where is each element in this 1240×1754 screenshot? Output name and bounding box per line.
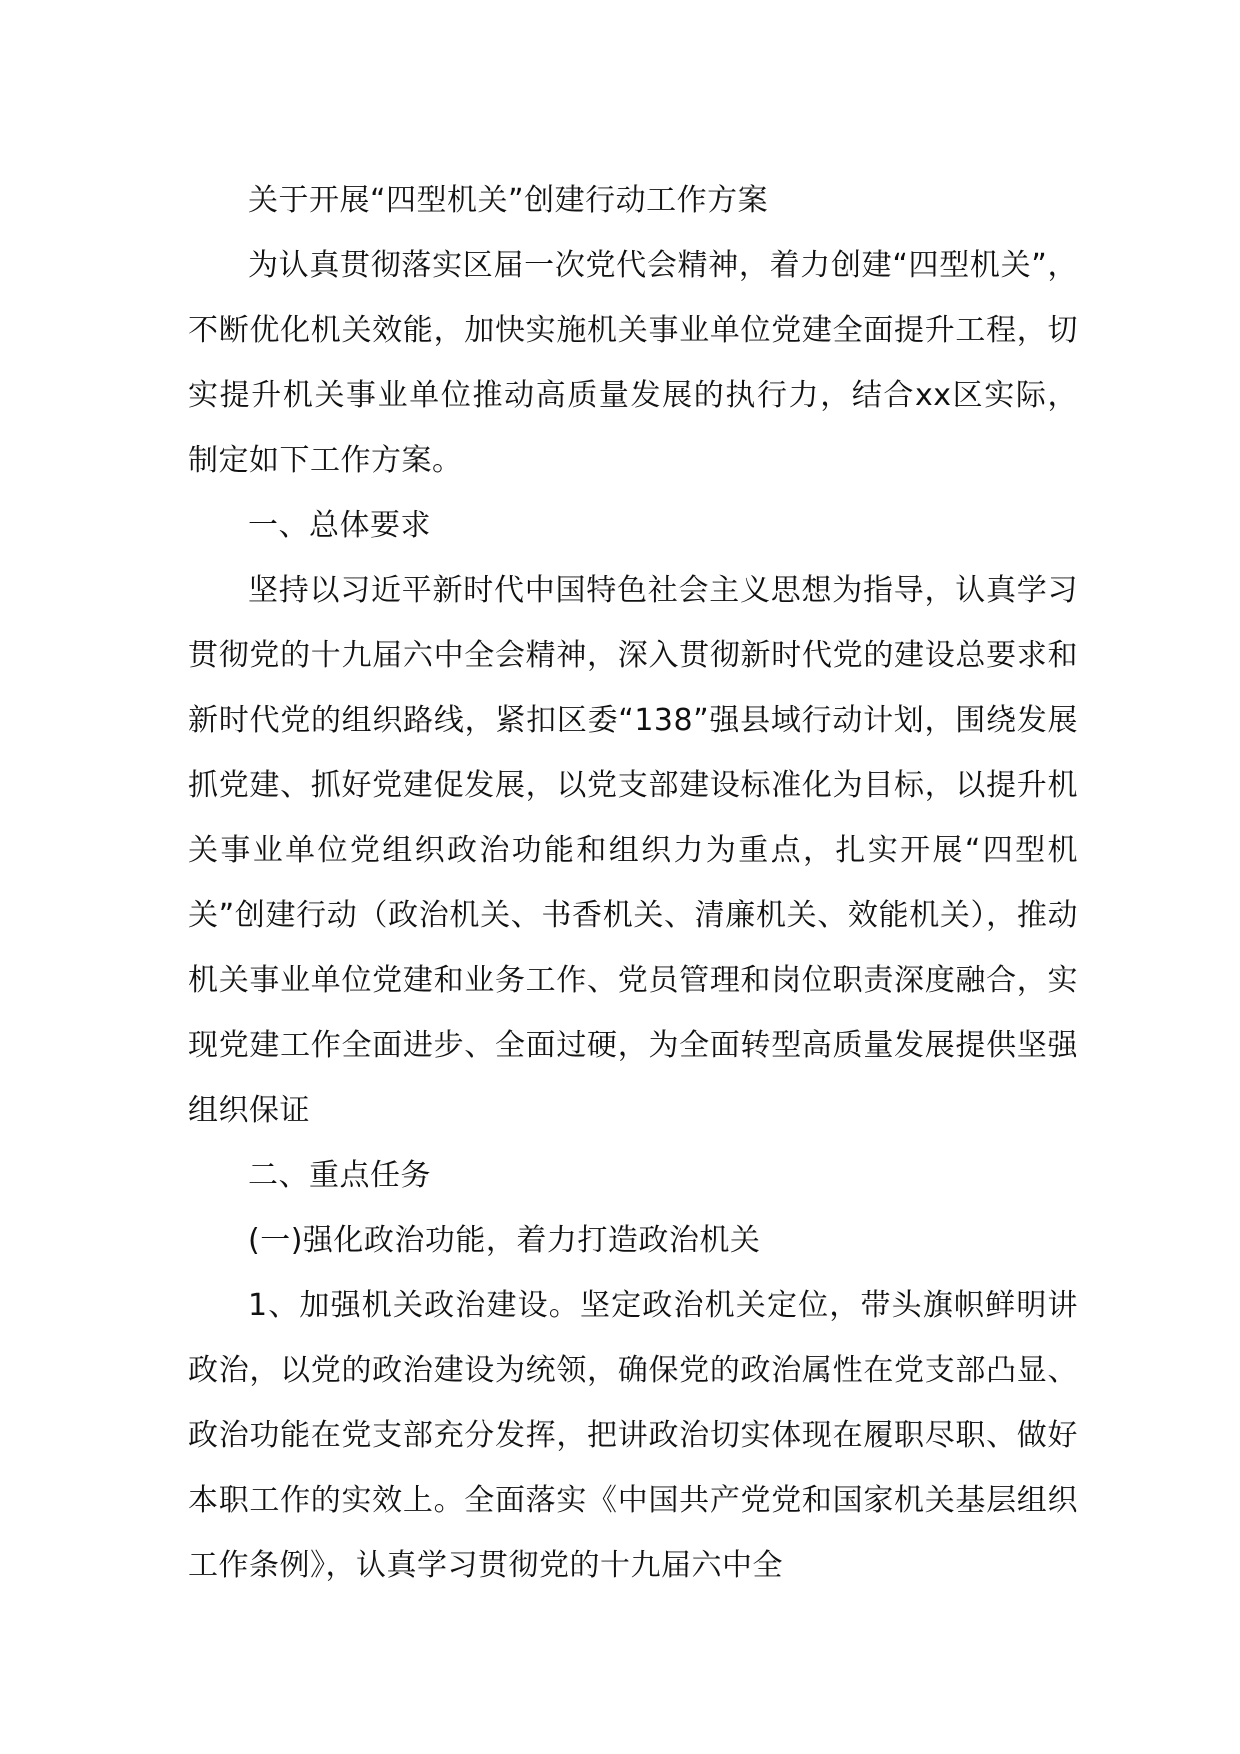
section-heading-general-requirements: 一、总体要求: [248, 508, 431, 543]
document-title: 关于开展“四型机关”创建行动工作方案: [248, 183, 769, 218]
general-requirements-paragraph: 坚持以习近平新时代中国特色社会主义思想为指导，认真学习贯彻党的十九届六中全会精神，深入贯彻新时代党的建设总要求和新时代党的组织路线，紧扣区委“138”强县域行动计划，围绕发展抓党建、抓好党建促发展，以党支部建设标准化为目标，以提升机关事业单位党组织政治功能和组织力为重点，扎实开展“四型机关”创建行动（政治机关、书香机关、清廉机关、效能机关），推动机关事业单位党建和业务工作、党员管理和岗位职责深度融合，实现党建工作全面进步、全面过硬，为全面转型高质量发展提供坚强组织保证: [188, 573, 1078, 1128]
section-heading-key-tasks: 二、重点任务: [248, 1158, 431, 1193]
document-body: [188, 168, 1078, 1598]
subsection-heading-political-function: (一)强化政治功能，着力打造政治机关: [248, 1223, 761, 1258]
intro-paragraph: 为认真贯彻落实区届一次党代会精神，着力创建“四型机关”，不断优化机关效能，加快实施机关事业单位党建全面提升工程，切实提升机关事业单位推动高质量发展的执行力，结合xx区实际，制定如下工作方案。: [188, 248, 1078, 478]
item-1-paragraph: 1、加强机关政治建设。坚定政治机关定位，带头旗帜鲜明讲政治，以党的政治建设为统领，确保党的政治属性在党支部凸显、政治功能在党支部充分发挥，把讲政治切实体现在履职尽职、做好本职工作的实效上。全面落实《中国共产党党和国家机关基层组织工作条例》，认真学习贯彻党的十九届六中全: [188, 1288, 1078, 1583]
